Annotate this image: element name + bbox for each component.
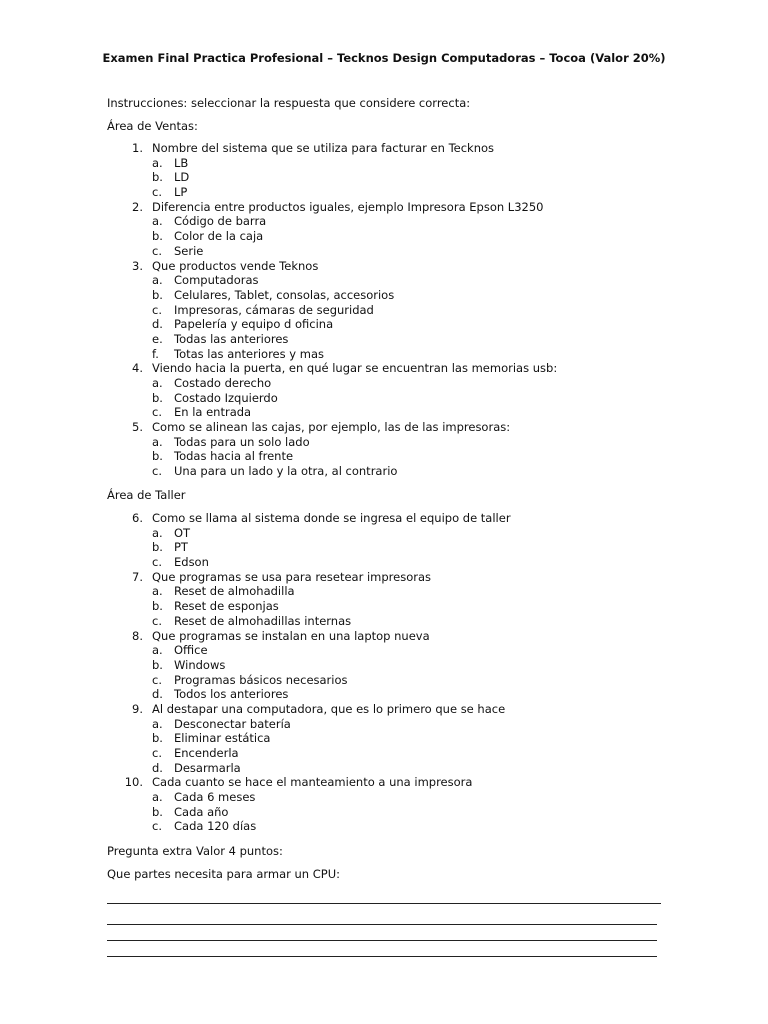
question-text: Al destapar una computadora, que es lo primero que se hace [152, 701, 506, 716]
option-text: Desconectar batería [174, 716, 291, 731]
option-text: Windows [174, 657, 226, 672]
option-item[interactable] [107, 746, 667, 761]
option-letter: b. [152, 170, 163, 185]
answer-line[interactable] [107, 956, 657, 957]
question-number: 1. [132, 141, 143, 155]
option-item[interactable] [107, 376, 667, 391]
option-item[interactable] [107, 599, 667, 614]
ventas-questions [107, 141, 667, 479]
question-text: Como se llama al sistema donde se ingresa el equipo de taller [152, 511, 511, 525]
option-text: LD [174, 170, 190, 185]
option-text: LP [174, 185, 188, 200]
option-item[interactable] [107, 273, 667, 288]
question-2 [107, 200, 667, 215]
option-item[interactable] [107, 170, 667, 185]
question-number: 5. [132, 420, 143, 435]
option-letter: b. [152, 657, 163, 672]
option-text: LB [174, 155, 189, 170]
option-item[interactable] [107, 614, 667, 629]
option-item[interactable] [107, 584, 667, 599]
answer-line[interactable] [107, 924, 657, 925]
option-text: Todas hacia al frente [174, 449, 294, 464]
question-10 [107, 775, 667, 790]
option-item[interactable] [107, 819, 667, 834]
question-text: Nombre del sistema que se utiliza para facturar en Tecknos [152, 141, 495, 155]
option-item[interactable] [107, 303, 667, 318]
question-text: Viendo hacia la puerta, en qué lugar se encuentran las memorias usb: [152, 361, 558, 376]
option-item[interactable] [107, 288, 667, 303]
option-item[interactable] [107, 229, 667, 244]
option-item[interactable] [107, 717, 667, 732]
option-item[interactable] [107, 526, 667, 541]
option-item[interactable] [107, 317, 667, 332]
option-letter: d. [152, 317, 163, 332]
option-letter: b. [152, 540, 163, 555]
option-item[interactable] [107, 244, 667, 259]
option-text: Programas básicos necesarios [174, 672, 348, 687]
question-text: Como se alinean las cajas, por ejemplo, las de las impresoras: [152, 420, 511, 435]
option-letter: c. [152, 819, 162, 834]
option-text: OT [174, 525, 191, 540]
question-1 [107, 141, 667, 156]
option-text: Costado Izquierdo [174, 390, 278, 405]
question-text: Que productos vende Teknos [152, 258, 319, 273]
option-item[interactable] [107, 658, 667, 673]
question-number: 2. [132, 199, 143, 214]
option-text: Todas para un solo lado [174, 434, 310, 449]
option-item[interactable] [107, 405, 667, 420]
option-item[interactable] [107, 731, 667, 746]
answer-line[interactable] [107, 903, 661, 904]
instructions-text: Instrucciones: seleccionar la respuesta que considere correcta: [107, 96, 471, 110]
option-text: Todos los anteriores [174, 687, 289, 702]
option-text: Totas las anteriores y mas [174, 346, 324, 361]
option-item[interactable] [107, 805, 667, 820]
option-item[interactable] [107, 555, 667, 570]
option-letter: a. [152, 716, 163, 731]
option-item[interactable] [107, 673, 667, 688]
section-heading-taller: Área de Taller [107, 488, 186, 502]
option-letter: a. [152, 155, 163, 170]
option-text: Reset de almohadilla [174, 584, 295, 599]
question-8 [107, 629, 667, 644]
question-number: 10. [124, 775, 143, 790]
option-letter: a. [152, 525, 163, 540]
option-text: Cada 120 días [174, 819, 257, 834]
option-letter: b. [152, 731, 163, 746]
option-letter: c. [152, 672, 162, 687]
option-letter: f. [152, 346, 159, 361]
page-title: Examen Final Practica Profesional – Tecknos Design Computadoras – Tocoa (Valor 20%) [102, 51, 666, 65]
option-letter: c. [152, 746, 162, 760]
option-text: Código de barra [174, 214, 267, 229]
option-text: Office [174, 643, 208, 658]
option-text: Reset de esponjas [174, 599, 279, 614]
option-text: En la entrada [174, 405, 252, 420]
option-text: Papelería y equipo d oficina [174, 317, 334, 332]
option-letter: b. [152, 804, 163, 819]
question-text: Que programas se instalan en una laptop nueva [152, 628, 430, 643]
question-number: 8. [132, 628, 143, 643]
option-item[interactable] [107, 761, 667, 776]
question-9 [107, 702, 667, 717]
option-item[interactable] [107, 214, 667, 229]
option-text: Todas las anteriores [174, 331, 289, 346]
option-item[interactable] [107, 391, 667, 406]
option-letter: b. [152, 229, 163, 244]
option-letter: e. [152, 331, 163, 346]
question-6 [107, 511, 667, 526]
option-item[interactable] [107, 185, 667, 200]
option-text: Celulares, Tablet, consolas, accesorios [174, 287, 395, 302]
option-letter: c. [152, 555, 162, 570]
option-letter: a. [152, 273, 163, 288]
question-number: 7. [132, 569, 143, 584]
option-item[interactable] [107, 449, 667, 464]
option-letter: b. [152, 287, 163, 302]
option-letter: c. [152, 243, 162, 258]
option-text: Reset de almohadillas internas [174, 613, 352, 628]
option-letter: a. [152, 214, 163, 229]
option-letter: a. [152, 643, 163, 658]
option-text: Color de la caja [174, 229, 264, 244]
extra-question-text: Que partes necesita para armar un CPU: [107, 867, 341, 881]
option-letter: c. [152, 302, 162, 317]
option-item[interactable] [107, 643, 667, 658]
option-letter: a. [152, 376, 163, 390]
option-text: Una para un lado y la otra, al contrario [174, 464, 398, 479]
option-text: Edson [174, 555, 209, 570]
option-item[interactable] [107, 332, 667, 347]
option-text: Cada año [174, 804, 229, 819]
extra-question-heading: Pregunta extra Valor 4 puntos: [107, 844, 283, 858]
option-item[interactable] [107, 540, 667, 555]
option-letter: b. [152, 599, 163, 614]
option-item[interactable] [107, 464, 667, 479]
option-text: Computadoras [174, 273, 259, 288]
option-text: PT [174, 540, 188, 555]
question-text: Cada cuanto se hace el manteamiento a una impresora [152, 775, 473, 790]
option-letter: c. [152, 405, 162, 420]
question-number: 3. [132, 258, 143, 273]
option-text: Impresoras, cámaras de seguridad [174, 302, 374, 317]
question-5 [107, 420, 667, 435]
option-letter: d. [152, 687, 163, 702]
option-text: Costado derecho [174, 376, 272, 390]
question-number: 4. [132, 361, 143, 376]
option-item[interactable] [107, 156, 667, 171]
question-4 [107, 361, 667, 376]
section-heading-ventas: Área de Ventas: [107, 119, 198, 133]
taller-questions [107, 511, 667, 834]
question-text: Que programas se usa para resetear impresoras [152, 569, 432, 584]
question-text: Diferencia entre productos iguales, ejemplo Impresora Epson L3250 [152, 199, 544, 214]
answer-line[interactable] [107, 940, 657, 941]
question-3 [107, 259, 667, 274]
option-item[interactable] [107, 435, 667, 450]
option-letter: a. [152, 584, 163, 599]
question-number: 9. [132, 701, 143, 716]
option-text: Cada 6 meses [174, 790, 256, 805]
option-letter: a. [152, 790, 163, 805]
option-item[interactable] [107, 790, 667, 805]
option-item[interactable] [107, 687, 667, 702]
option-letter: d. [152, 760, 163, 775]
option-letter: c. [152, 185, 162, 200]
option-letter: a. [152, 434, 163, 449]
option-text: Serie [174, 243, 204, 258]
option-text: Desarmarla [174, 760, 241, 775]
option-letter: c. [152, 613, 162, 628]
option-text: Eliminar estática [174, 731, 271, 746]
option-letter: b. [152, 449, 163, 464]
question-7 [107, 570, 667, 585]
option-letter: c. [152, 464, 162, 479]
option-text: Encenderla [174, 746, 239, 760]
option-item[interactable] [107, 347, 667, 362]
option-letter: b. [152, 390, 163, 405]
question-number: 6. [132, 511, 143, 525]
